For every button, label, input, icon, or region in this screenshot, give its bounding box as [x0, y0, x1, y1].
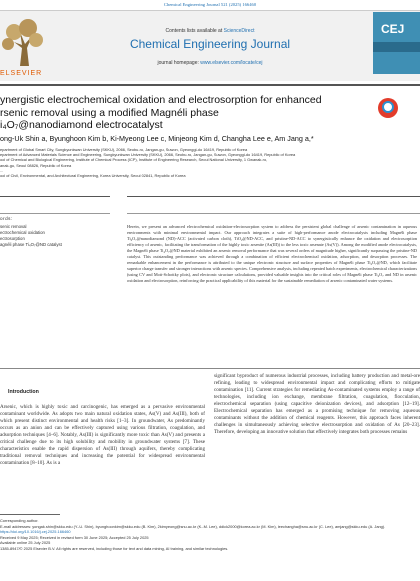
publisher-logo-text: ELSEVIER: [0, 70, 43, 77]
keyword: ectrochemical oxidation: [0, 230, 45, 235]
online-date: Available online 25 July 2025: [0, 540, 51, 546]
title-line: i₄O₇@nanodiamond electrocatalyst: [0, 119, 163, 131]
article-dates: Received 9 May 2025; Received in revised form 30 June 2025; Accepted 25 July 2025: [0, 534, 149, 540]
doi-link[interactable]: https://doi.org/10.1016/j.cej.2025.166460: [0, 529, 71, 535]
keywords-rule: [0, 213, 110, 214]
body-column-left: Arsenic, which is highly toxic and carcinogenic, has emerged as a pervasive environmental contaminant worldwide. As adopts two main natural oxidation states, As(V) and As(III), both of which present distinct environmental and health risks [1–3]. In groundwater, As predominantly occurs as an anion and can be effectively captured using various filtration, coagulation, and adsorption techniques [4–6]. Notably, As(III) is significantly more toxic than As(V) and presents a critical challenge due to its high solubility and mobility in groundwater systems [7]. These characteristics enable the rapid dispersion of As(III) through aquifers, thereby complicating traditional removal techniques and increasing the potential for widespread environmental contamination [8–10]. As is a: [0, 404, 205, 466]
affiliation: ool of Chemical and Biological Engineering, Institute of Chemical Process (ICP), Institute of Engineering Research, Seoul National University, 1 Gwanak-ro,: [0, 157, 268, 163]
keyword: senic removal: [0, 224, 27, 229]
abstract-text: Herein, we present an advanced electrochemical oxidation-electrosorption system to address the persistent global challenge of arsenic contamination in aqueous environments with minimal environmental impact. Our approach integrates a suite of high-performance anode electrocatalysts including Magnéli phase Ti₄O₇@nanodiamond (ND)-ACC (activated carbon cloth), TiO₂@ND-ACC, and pristine-ND-ACC to synergistically enhance the oxidation and electrosorption efficiency of arsenic, facilitating the transformation of the highly toxic arsenite (As(III)) to the less toxic arsenate (As(V)). Among the modified anode electrocatalysts, the Magnéli phase Ti₄O₇@ND material exhibited an arsenic removal performance that was several orders of magnitude higher, significantly surpassing the pristine-ND catalyst. This outstanding performance was achieved through a combination of efficient electrochemical oxidation, adsorption, and desorption processes. The remarkable enhancement in the performance is attributed to the unique electronic structure and surface properties of Magnéli phase Ti₄O₇@ND, which facilitate superior charge transfer and stronger interactions with arsenic species. Comprehensive analysis, including repeated batch experiments, electrochemical characterizations (using CV and Mott-Schottky plots), and electronic structure calculations, provided valuable insights into the critical roles of Magnéli phase Ti₄O₇ and ND in arsenic oxidation and electrosorption, reinforcing the practical applicability of this material for the sustainable remediation of arsenic contaminated water systems.: [127, 224, 417, 284]
abstract-subrule: [127, 213, 420, 214]
footnote-rule: [0, 514, 60, 515]
journal-homepage: [0, 60, 420, 66]
corresponding-author-note: Corresponding author.: [0, 518, 39, 523]
journal-reference[interactable]: Chemical Engineering Journal 521 (2025) 166460: [163, 2, 257, 7]
keywords-heading: ords:: [0, 216, 13, 221]
journal-cover-thumbnail[interactable]: [373, 12, 420, 74]
copyright: 1385-8947/© 2025 Elsevier B.V. All rights are reserved, including those for text and data mining, AI training, and similar technologies.: [0, 545, 229, 551]
article-info-rule: [0, 196, 110, 197]
introduction-heading: Introduction: [8, 389, 39, 395]
body-column-right: significant byproduct of numerous industrial processes, including battery production and metal-ore refining, leading to widespread environmental impact and complicating efforts to mitigate contamination [11]. Current strategies for remediating As-contaminated systems employ a range of technologies, including ion exchange, membrane filtration, coagulation, flocculation, electrochemical separation (using capacitive deionization devices), and adsorption [12–19]. Electrochemical separation has emerged as a promising technique for removing aqueous contaminants without the addition of chemical reagents. However, this approach faces inherent challenges in simultaneously achieving selective electrosorption and oxidation of As [20–23]. Therefore, developing an innovative solution that effectively integrates both processes remains: [214, 373, 420, 435]
title-line: ynergistic electrochemical oxidation and electrosorption for enhanced: [0, 94, 322, 106]
affiliations: [0, 147, 420, 178]
affiliation: ...: [0, 167, 4, 173]
author-list: ong-Uk Shin a, Byunghoon Kim b, Ki-Myeong Lee c, Minjeong Kim d, Changha Lee e, Am Jang a,*: [0, 134, 314, 143]
cover-title: CEJ: [381, 22, 405, 36]
check-for-updates-icon-center: [382, 101, 394, 113]
affiliation: ool of Civil, Environmental, and Architectural Engineering, Korea University, Seoul 02841, Republic of Korea: [0, 173, 186, 179]
email-addresses[interactable]: E-mail addresses: yongak.shin@skku.edu (Y.-U. Shin), byunghoonkim@skku.edu (B. Kim), 2kimyeong@snu.ac.kr (K.-M. Lee), ddick2000@korea.ac.kr (M. Kim), leechangha@snu.ac.kr (C. Lee), amjang@skku.edu (A. Jang).: [0, 523, 386, 529]
affiliation: anak-gu, Seoul 08826, Republic of Korea: [0, 162, 72, 168]
footnotes: [0, 518, 420, 552]
cover-band: [373, 42, 420, 52]
sciencedirect-link[interactable]: ScienceDirect: [223, 28, 255, 34]
header-divider: [0, 84, 420, 86]
abstract-rule: [127, 196, 420, 197]
contents-prefix: Contents lists available at: [165, 28, 224, 34]
homepage-prefix: journal homepage:: [157, 60, 201, 66]
journal-name: Chemical Engineering Journal: [129, 37, 291, 51]
keyword: ectrosorption: [0, 236, 25, 241]
keyword-list: [0, 224, 110, 248]
affiliation: epartment of Advanced Materials Science and Engineering, Sungkyunkwan University (SKKU), 2066, Seobu-ro, Jangan-gu, Suwon, Gyeonggi-do 16419, Republic of Korea: [0, 152, 296, 158]
title-line: rsenic removal using a modified Magnéli phase: [0, 106, 219, 119]
contents-available: [0, 28, 420, 34]
keyword: agnéli phase Ti₄O₇@ND catalyst: [0, 242, 62, 247]
article-title: [0, 94, 355, 132]
body-divider: [0, 368, 420, 369]
homepage-link[interactable]: www.elsevier.com/locate/cej: [200, 60, 263, 66]
affiliation: epartment of Global Smart City, Sungkyunkwan University (SKKU), 2066, Seobu-ro, Jangan-gu, Suwon, Gyeonggi-do 16419, Republic of Korea: [0, 147, 248, 152]
